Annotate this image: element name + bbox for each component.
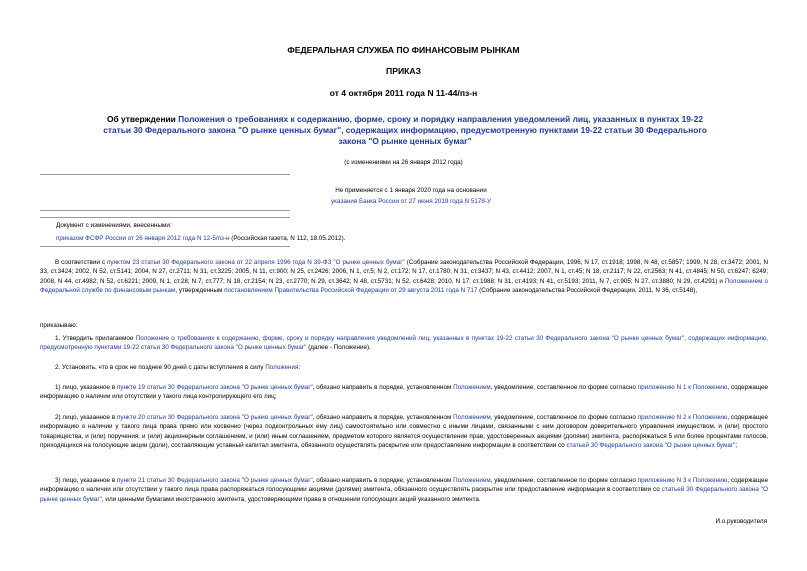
agency-name: ФЕДЕРАЛЬНАЯ СЛУЖБА ПО ФИНАНСОВЫМ РЫНКАМ [287,45,520,55]
article-30-link[interactable]: статьей 30 Федерального закона "О рынке ценных бумаг" [566,441,736,449]
item-1-text: 1. Утвердить прилагаемое [55,335,136,342]
subitem-text: , уведомление, составленное по форме согласно [490,414,638,421]
item-2-text: 2. Установить, что в срок не позднее 90 дней с даты вступления в силу [55,364,266,371]
regulation-approved-link[interactable]: Положение о требованиях к содержанию, форме, сроку и порядку направления уведомлений лиц, указанных в пунктах 19-22 статьи 30 Федерального закона "О рынке ценных бумаг", содержащих информацию, предусмотренную пунктами 19-22 статьи 30 Федерального закона "О рынке ценных бумаг" [40,335,768,352]
title-prefix: Об утверждении [106,114,179,124]
subitem-3 [40,476,768,504]
appendix-2-link[interactable]: приложению N 2 к Положению [637,414,728,421]
subitem-text: , уведомление, составленное по форме согласно [490,384,638,391]
law-point-20-link[interactable]: пункте 20 статьи 30 Федерального закона "О рынке ценных бумаг" [117,414,313,421]
item-2 [40,363,768,372]
subitem-text: , обязано направить в порядке, установленном [312,414,454,421]
preamble-text: (Собрание законодательства Российской Федерации, 1996, N 17, ст.1918; 1998, N 48, ст.5857; 1999, N 28, ст.3472; 2001, N 33, ст.3424; 2002, N 52, ст.5141; 2004, N 27, ст.2711; N 31, ст.3225; 2005, N 11, ст.900; N 25, ст.2426; 2006, N 1, ст.5; N 2, ст.172; N 17, ст.1780; N 31, ст.3437; N 43, ст.4412; 2007, N 1, ст.45; N 18, ст.2117; N 22, ст.2563; N 41, ст.4845; N 50, ст.6247; 6249; 2008, N 44, ст.4982; N 52, ст.6221; 2009, N 1, ст.28; N 7, ст.777; N 18, ст.2154; N 23, ст.2770; N 29, ст.3642; N 48, ст.5731; N 52, ст.6428; 2010, N 17; ст.1988; N 31, ст.4193; N 41, ст.5193; 2011, N 7, ст.905; N 27, ст.3880; N 29, ст.4291) и [40,259,769,285]
amendments-heading: Документ с изменениями, внесенными: [56,222,172,229]
preamble-text: В соответствии с [55,259,107,266]
subitem-text: , обязано направить в порядке, установленном [312,477,454,484]
not-applied-note [291,186,531,207]
amendment-link[interactable]: приказом ФСФР России от 26 января 2012 года N 12-5/пз-н [56,235,230,243]
document-date-number: от 4 октября 2011 года N 11-44/пз-н [329,88,478,98]
preamble-text: (Собрание законодательства Российской Федерации, 2011, N 36, ст.5148), [477,286,698,294]
document-type: ПРИКАЗ [386,66,421,76]
subitem-text: , содержащее информацию о наличии или отсутствии у такого лица контролирующего его лиц; [40,384,769,401]
subitem-2 [40,413,768,450]
subitem-text: , обязано направить в порядке, установленном [312,384,454,391]
regulation-link[interactable]: Положения [265,364,299,371]
regulation-link[interactable]: Положением [453,414,491,421]
title-link[interactable]: Положения о требованиях к содержанию, форме, сроку и порядку направления уведомлений лиц, указанных в пунктах 19-22 статьи 30 Федерального закона "О рынке ценных бумаг", содержащих информацию, предусмотренную пунктами 19-22 статьи 30 Федерального закона "О рынке ценных бумаг" [103,114,707,146]
subitem-text: , уведомление, составленное по форме согласно [490,477,638,484]
divider [40,217,290,218]
subitem-text: ; [735,441,738,449]
subitem-1 [40,383,768,402]
law-point-21-link[interactable]: пункте 21 статьи 30 Федерального закона "О рынке ценных бумаг" [117,477,313,484]
subitem-text: , содержащее информацию о наличии у такого лица права прямо или косвенно (через подконтрольных ему лиц) самостоятельно или совместно с иными лицами, связанными с ним договором доверительного управления имуществом, и (или) простого товарищества, и (или) поручения, и (или) акционерным соглашением, и (или) иным соглашением, предметом которого является осуществление прав, удостоверенных акциями (долями) эмитента, распоряжаться 5 или более процентами голосов, приходящихся на голосующие акции (доли), составляющие уставный капитал эмитента, обязанного осуществлять раскрытие или предоставление информации в соответствии со [40,414,769,449]
subitem-text: , содержащее информацию о наличии или отсутствии у такого лица права распоряжаться голосующими акциями (долями) эмитента, обязанного осуществлять раскрытие или предоставление информации в соответствии со [40,477,769,494]
subitem-text: 2) лицо, указанное в [55,414,118,421]
regulation-link[interactable]: Положением [453,384,491,391]
resolution-link[interactable]: постановлением Правительства Российской Федерации от 29 августа 2011 года N 717 [224,286,478,294]
item-1 [40,334,768,353]
divider [40,210,290,211]
regulation-link[interactable]: Положением [453,477,491,484]
divider [40,174,290,175]
appendix-3-link[interactable]: приложению N 3 к Положению [637,477,728,484]
subitem-text: 1) лицо, указанное в [55,384,118,391]
not-applied-link[interactable]: указания Банка России от 27 июня 2019 года N 5178-У [330,198,491,206]
subitem-text: 3) лицо, указанное в [55,477,118,484]
divider [40,246,290,247]
law-point-19-link[interactable]: пункте 19 статьи 30 Федерального закона "О рынке ценных бумаг" [117,384,313,391]
preamble-paragraph [40,258,768,295]
appendix-1-link[interactable]: приложению N 1 к Положению [637,384,728,391]
document-title [95,114,715,147]
order-word: приказываю: [40,322,78,329]
article-30-link[interactable]: статьей 30 Федерального закона "О рынке ценных бумаг" [40,486,768,503]
law-link[interactable]: пунктом 23 статьи 30 Федерального закона от 22 апреля 1996 года N 39-ФЗ "О рынке ценных бумаг" [106,259,405,266]
item-1-text: (далее - Положение). [306,344,371,352]
item-2-text: : [298,364,301,371]
amendments-box [56,221,756,244]
amendments-line [56,234,756,243]
subitem-text: , или ценными бумагами иностранного эмитента, удостоверяющими права в отношении голосующих акций указанного эмитента. [101,495,481,503]
signature: И.о.руководителя [715,518,767,525]
not-applied-text: Не применяется с 1 января 2020 года на основании [335,187,487,194]
amended-note: (с изменениями на 26 января 2012 года) [344,159,463,166]
regulation-link[interactable]: Положением о Федеральной службе по финансовым рынкам [40,277,768,294]
amendment-source: (Российская газета, N 112, 18.05.2012). [229,235,346,243]
preamble-text: , утвержденным [175,286,225,294]
